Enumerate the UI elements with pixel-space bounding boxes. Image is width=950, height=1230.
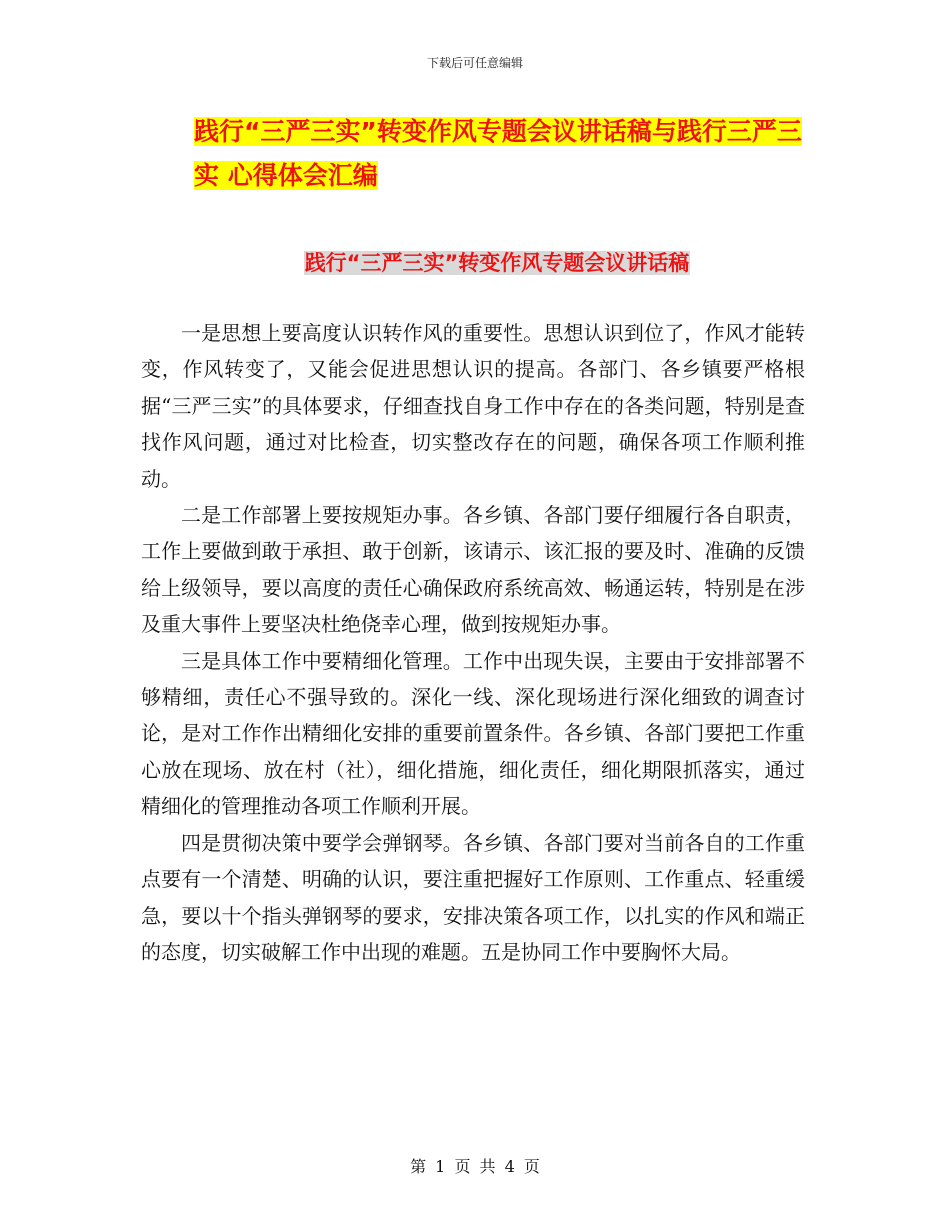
paragraph-3: 三是具体工作中要精细化管理。工作中出现失误，主要由于安排部署不够精细，责任心不强导致的。深化一线、深化现场进行深化细致的调查讨论，是对工作作出精细化安排的重要前置条件。各乡镇、各部门要把工作重心放在现场、放在村（社），细化措施，细化责任，细化期限抓落实，通过精细化的管理推动各项工作顺利开展。	[141, 648, 805, 819]
body-text	[141, 315, 805, 970]
main-title	[194, 110, 814, 198]
page-number-footer: 第 1 页 共 4 页	[410, 1157, 540, 1176]
paragraph-4: 四是贯彻决策中要学会弹钢琴。各乡镇、各部门要对当前各自的工作重点要有一个清楚、明确的认识，要注重把握好工作原则、工作重点、轻重缓急，要以十个指头弹钢琴的要求，安排决策各项工作，以扎实的作风和端正的态度，切实破解工作中出现的难题。五是协同工作中要胸怀大局。	[141, 830, 805, 964]
header-note: 下载后可任意编辑	[426, 56, 523, 70]
sub-title-text: 践行“三严三实”转变作风专题会议讲话稿	[304, 251, 690, 275]
paragraph-1: 一是思想上要高度认识转作风的重要性。思想认识到位了，作风才能转变，作风转变了，又能会促进思想认识的提高。各部门、各乡镇要严格根据“三严三实”的具体要求，仔细查找自身工作中存在的各类问题，特别是查找作风问题，通过对比检查，切实整改存在的问题，确保各项工作顺利推动。	[141, 321, 805, 491]
main-title-text: 践行“三严三实”转变作风专题会议讲话稿与践行三严三实 心得体会汇编	[194, 117, 802, 190]
paragraph-2: 二是工作部署上要按规矩办事。各乡镇、各部门要仔细履行各自职责，工作上要做到敢于承担、敢于创新，该请示、该汇报的要及时、准确的反馈给上级领导，要以高度的责任心确保政府系统高效、畅通运转，特别是在涉及重大事件上要坚决杜绝侥幸心理，做到按规矩办事。	[141, 503, 805, 637]
sub-title	[0, 246, 950, 280]
